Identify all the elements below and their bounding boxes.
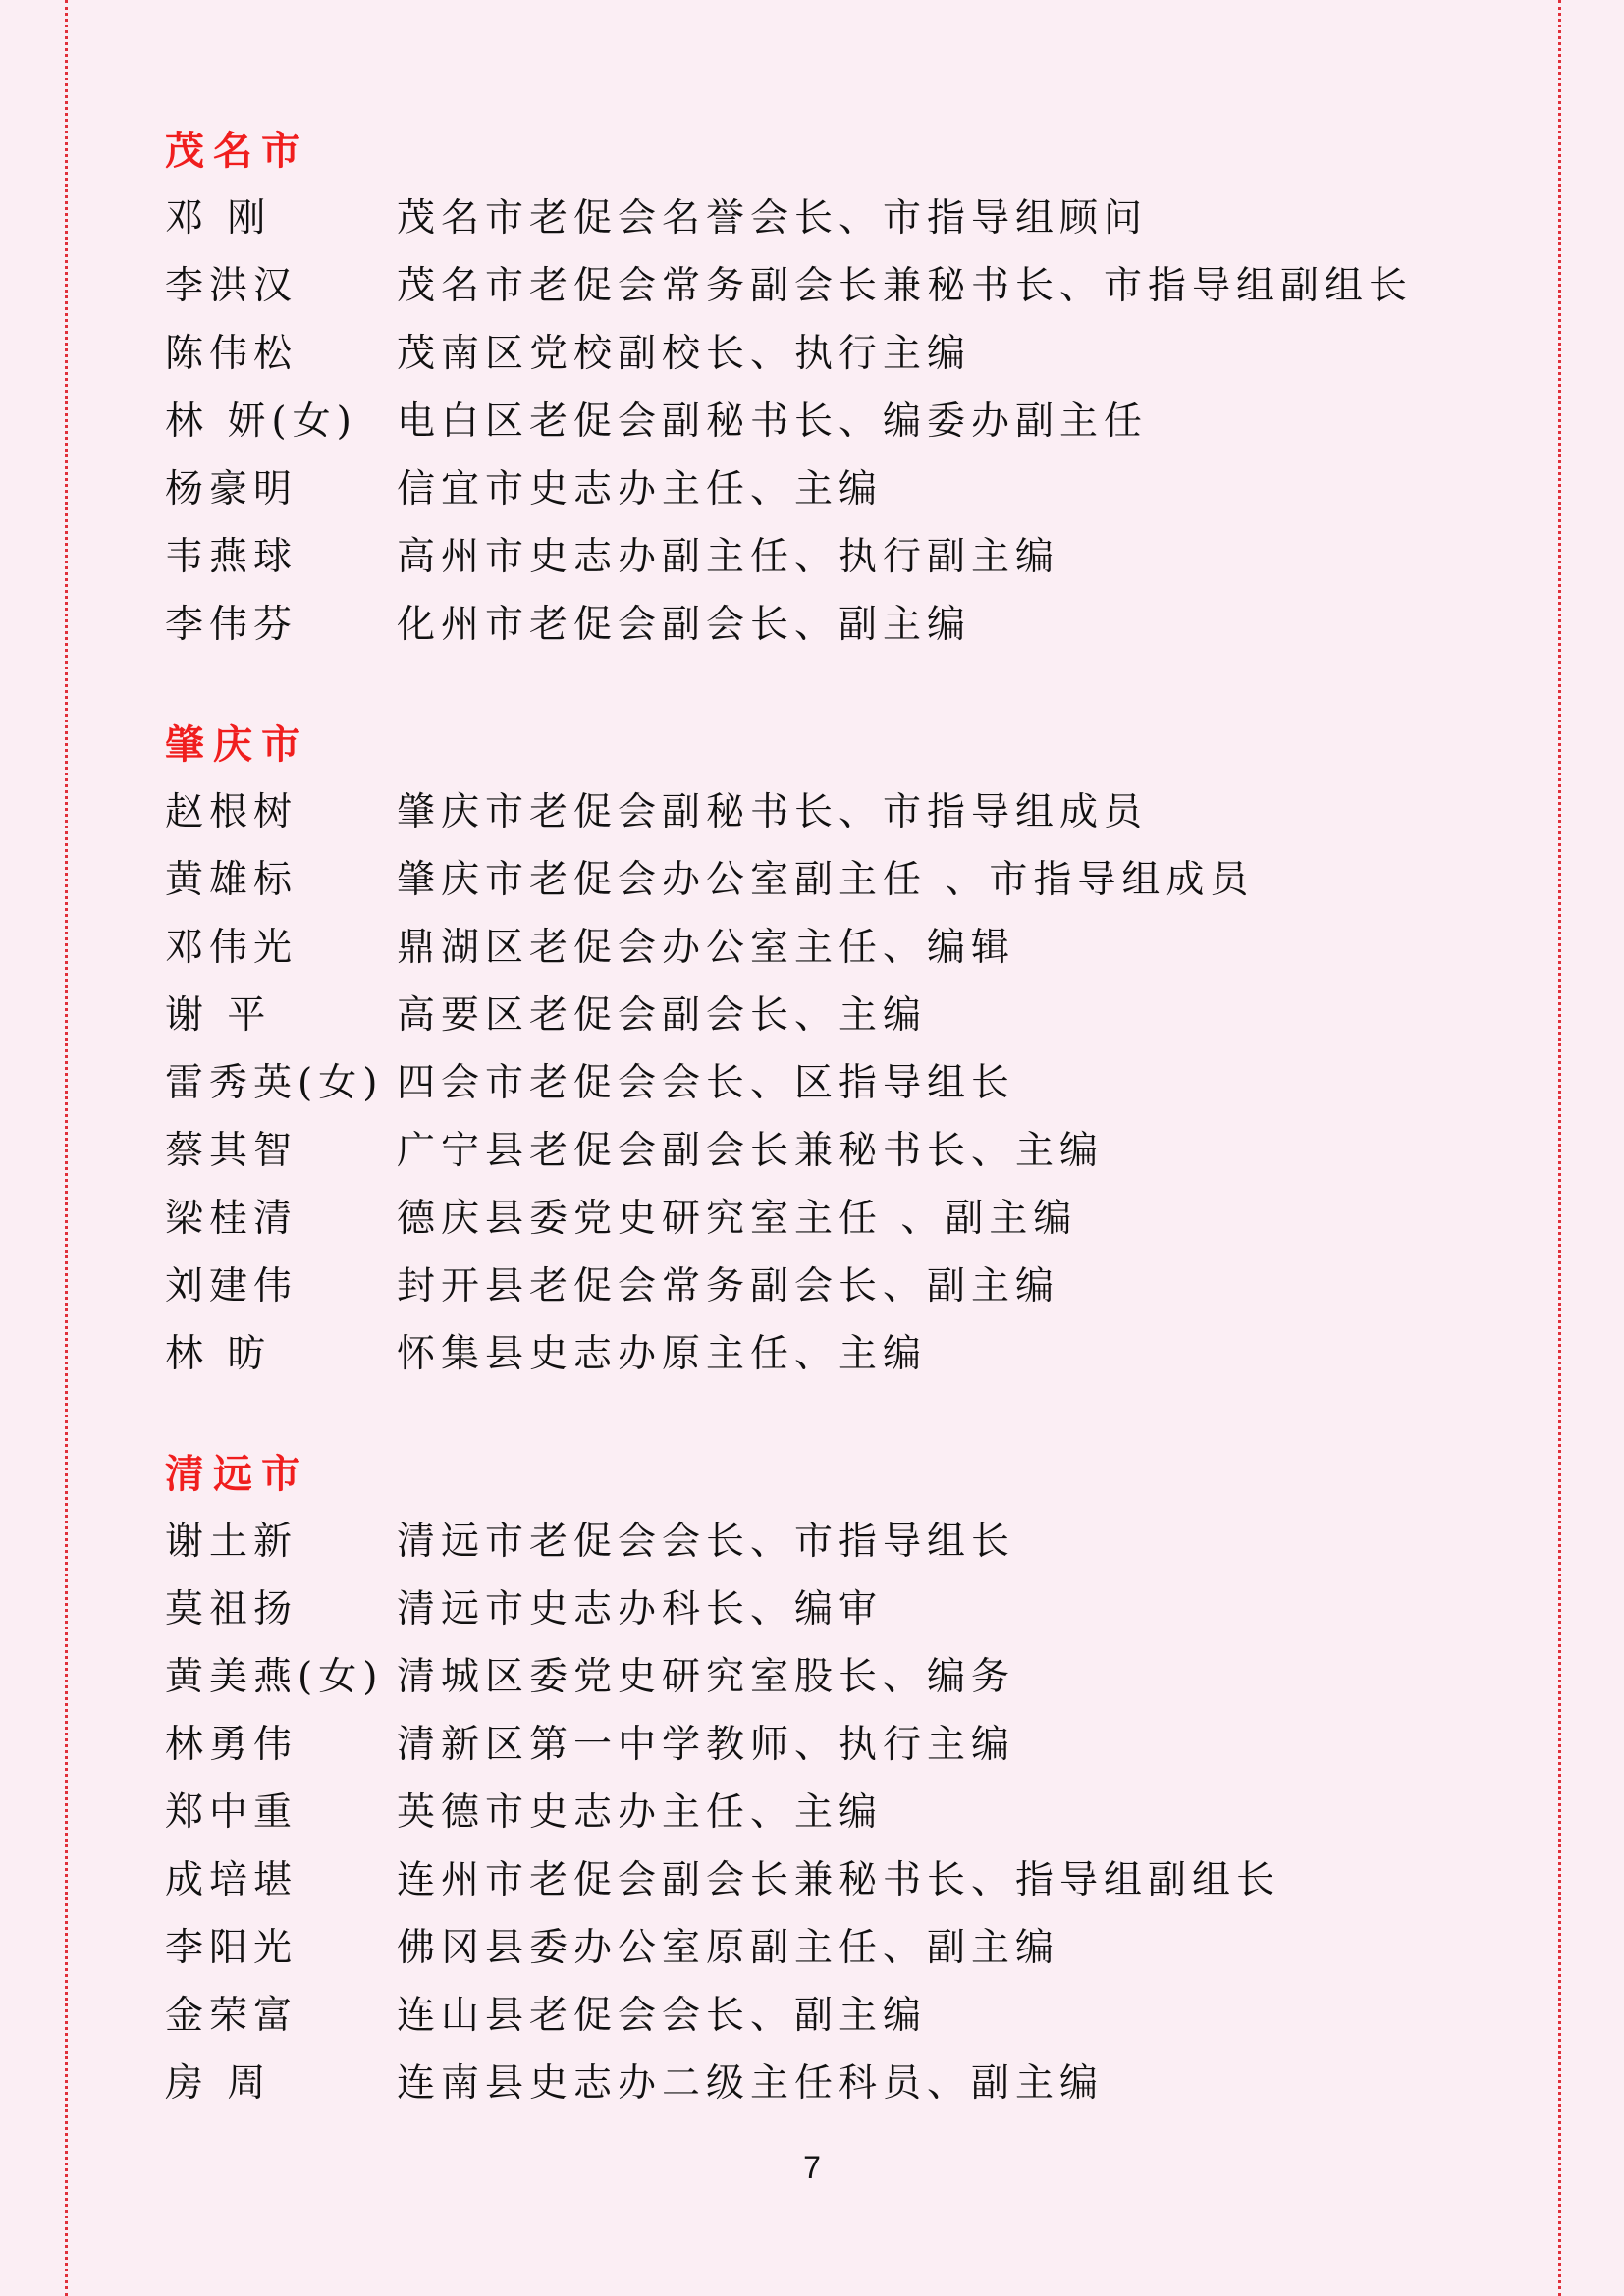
person-role: 德庆县委党史研究室主任 、副主编 xyxy=(397,1197,1078,1241)
section-zhaoqing xyxy=(165,712,1520,1388)
person-role: 连山县老促会会长、副主编 xyxy=(397,1994,928,2038)
person-role: 封开县老促会常务副会长、副主编 xyxy=(397,1264,1060,1308)
section-title: 肇庆市 xyxy=(165,721,309,768)
list-item xyxy=(165,1185,1520,1253)
list-item xyxy=(165,185,1520,252)
person-role: 清新区第一中学教师、执行主编 xyxy=(397,1723,1016,1767)
list-item xyxy=(165,914,1520,982)
left-dotted-border xyxy=(65,0,68,2296)
person-name: 林 昉 xyxy=(165,1332,272,1376)
list-item xyxy=(165,523,1520,591)
list-item xyxy=(165,2050,1520,2117)
section-title: 茂名市 xyxy=(165,128,309,174)
section-maoming xyxy=(165,118,1520,659)
section-qingyuan xyxy=(165,1441,1520,2117)
person-role: 连州市老促会副会长兼秘书长、指导组副组长 xyxy=(397,1858,1281,1902)
person-role: 英德市史志办主任、主编 xyxy=(397,1790,884,1835)
person-name: 陈伟松 xyxy=(165,332,298,376)
person-role: 连南县史志办二级主任科员、副主编 xyxy=(397,2061,1105,2106)
person-name: 房 周 xyxy=(165,2061,272,2106)
person-name: 林 妍(女) xyxy=(165,400,357,444)
list-item xyxy=(165,1508,1520,1575)
person-name: 谢土新 xyxy=(165,1520,298,1564)
person-role: 清城区委党史研究室股长、编务 xyxy=(397,1655,1016,1699)
list-item xyxy=(165,1320,1520,1388)
person-role: 肇庆市老促会副秘书长、市指导组成员 xyxy=(397,790,1149,834)
list-item xyxy=(165,982,1520,1049)
list-item xyxy=(165,1914,1520,1982)
person-name: 李洪汉 xyxy=(165,264,298,308)
person-name: 邓伟光 xyxy=(165,926,298,970)
person-name: 邓 刚 xyxy=(165,196,272,240)
person-role: 肇庆市老促会办公室副主任 、市指导组成员 xyxy=(397,858,1255,902)
list-item xyxy=(165,1575,1520,1643)
list-item xyxy=(165,1982,1520,2050)
person-name: 李阳光 xyxy=(165,1926,298,1970)
section-title: 清远市 xyxy=(165,1451,309,1497)
person-name: 金荣富 xyxy=(165,1994,298,2038)
person-role: 清远市老促会会长、市指导组长 xyxy=(397,1520,1016,1564)
person-role: 茂名市老促会名誉会长、市指导组顾问 xyxy=(397,196,1149,240)
person-name: 蔡其智 xyxy=(165,1129,298,1173)
list-item xyxy=(165,846,1520,914)
person-role: 茂南区党校副校长、执行主编 xyxy=(397,332,972,376)
list-item xyxy=(165,388,1520,455)
person-name: 林勇伟 xyxy=(165,1723,298,1767)
person-name: 雷秀英(女) xyxy=(165,1061,384,1105)
document-body xyxy=(165,118,1520,2170)
page-number: 7 xyxy=(803,2150,821,2185)
list-item xyxy=(165,1049,1520,1117)
person-name: 莫祖扬 xyxy=(165,1587,298,1631)
list-item xyxy=(165,1643,1520,1711)
list-item xyxy=(165,320,1520,388)
person-name: 谢 平 xyxy=(165,993,272,1038)
list-item xyxy=(165,455,1520,523)
person-name: 郑中重 xyxy=(165,1790,298,1835)
person-name: 刘建伟 xyxy=(165,1264,298,1308)
list-item xyxy=(165,1846,1520,1914)
list-item xyxy=(165,1253,1520,1320)
list-item xyxy=(165,591,1520,659)
person-role: 茂名市老促会常务副会长兼秘书长、市指导组副组长 xyxy=(397,264,1414,308)
person-name: 黄美燕(女) xyxy=(165,1655,384,1699)
person-role: 高要区老促会副会长、主编 xyxy=(397,993,928,1038)
person-role: 高州市史志办副主任、执行副主编 xyxy=(397,535,1060,579)
person-role: 鼎湖区老促会办公室主任、编辑 xyxy=(397,926,1016,970)
person-name: 赵根树 xyxy=(165,790,298,834)
person-role: 电白区老促会副秘书长、编委办副主任 xyxy=(397,400,1149,444)
list-item xyxy=(165,1779,1520,1846)
person-name: 杨豪明 xyxy=(165,467,298,511)
person-name: 李伟芬 xyxy=(165,603,298,647)
person-role: 信宜市史志办主任、主编 xyxy=(397,467,884,511)
person-name: 韦燕球 xyxy=(165,535,298,579)
person-role: 广宁县老促会副会长兼秘书长、主编 xyxy=(397,1129,1105,1173)
list-item xyxy=(165,778,1520,846)
person-name: 成培堪 xyxy=(165,1858,298,1902)
person-role: 佛冈县委办公室原副主任、副主编 xyxy=(397,1926,1060,1970)
person-role: 清远市史志办科长、编审 xyxy=(397,1587,884,1631)
person-name: 梁桂清 xyxy=(165,1197,298,1241)
list-item xyxy=(165,1711,1520,1779)
person-role: 怀集县史志办原主任、主编 xyxy=(397,1332,928,1376)
list-item xyxy=(165,252,1520,320)
person-role: 化州市老促会副会长、副主编 xyxy=(397,603,972,647)
person-role: 四会市老促会会长、区指导组长 xyxy=(397,1061,1016,1105)
person-name: 黄雄标 xyxy=(165,858,298,902)
right-dotted-border xyxy=(1558,0,1561,2296)
list-item xyxy=(165,1117,1520,1185)
